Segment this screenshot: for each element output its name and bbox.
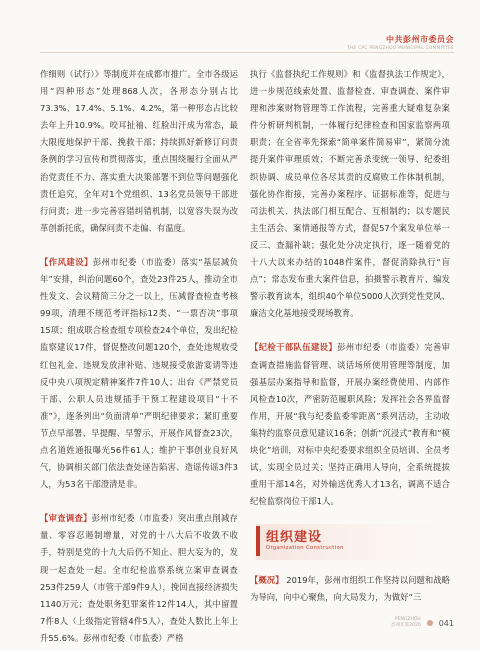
paragraph-tag: 【作风建设】: [40, 256, 93, 267]
paragraph: [250, 572, 450, 606]
section-subtitle: Organization Construction: [266, 545, 344, 551]
paragraph-tag: 【概况】: [250, 575, 284, 585]
paragraph: [40, 254, 238, 493]
paragraph-text: 执行《监督执纪工作规则》和《监督执法工作规定》，进一步规范线索处置、监督检查、审查调查、案件审理和涉案财物管理等工作流程，完善重大疑难复杂案件分析研判机制，一体履行纪律检查和国家监察两项职责；在全省率先探索“简单案件简易审”，紧简分流提升案件审理质效；不断完善杀变统一领导、纪委组织协调、成员单位各尽其责的反腐败工作体制机制，强化协作衔接，完善办案程序、证据标准等，促进与司法机关、执法部门相互配合、互相制约；以专题民主生活会、案情通报等方式，督促57个案发单位举一反三、查漏补缺；强化处分决定执行，逐一随着党的十八大以来办结的1048件案件，督促消除执行“盲点”；常态发布重大案件信息，拍摄警示教育片、编发警示教育读本，组织40个单位5000人次到党性党风、廉洁文化基地接受现场教育。: [250, 69, 450, 319]
paragraph-text: 彭州市纪委（市监委）落实“基层减负年”安排，纠治问题60个，查处23件25人，推动全市性发文、会议精简三分之一以上，压减督查检查考核99项，清理不规范考评指标12类、“一票否决”事项15项；组成联合检查组专项检查24个单位，发出纪检监察建议17件，督促整改问题120个，查处违规收受红包礼金、违规发放津补贴、违规接受旅游宴请等违反中央八项规定精神案件7件10人；出台《严禁党员干部、公职人员违规插手干预工程建设项目“十不准”》，逐条列出“负面清单”严明纪律要求；紧盯重要节点早部署、早提醒、早警示，开展作风督查23次，点名道姓通报曝光56件61人；维护干事创业良好风气，协调相关部门依法查处诬告陷害、造谣传谣3件3人，为53名干部澄清是非。: [40, 256, 238, 490]
footer-source-line2: 彭州年鉴2020: [391, 623, 421, 628]
section-title: 组织建设: [266, 530, 323, 545]
page-footer: [391, 617, 454, 629]
section-heading-bar: [256, 526, 260, 556]
paragraph: [40, 510, 238, 647]
header-subtitle: THE CPC PENGZHOU MUNICIPAL COMMITTEE: [347, 46, 454, 51]
paragraph: [250, 66, 450, 322]
paragraph-tag: 【审查调查】: [40, 513, 92, 524]
footer-source-line1: PENGZHOU: [395, 617, 421, 622]
page-number: 041: [438, 618, 454, 628]
footer-dot-icon: [427, 620, 433, 626]
paragraph-gap: [250, 322, 450, 339]
right-column: [250, 66, 450, 510]
paragraph: [250, 339, 450, 510]
paragraph-text: 彭州市纪委（市监委）完善审查调查措施监督管理、谈话场所使用管理等制度，加强基层办案指导和监督，开展办案经费使用、内部作风检查10次，严密防范履职风险；发挥社会各界监督作用，开展“我与纪委监委零距离”系列活动，主动收集特约监察员意见建议16条；创新“沉浸式”教育和“模块化”培训，对标中央纪委要求组织全员培训、全员考试，实现全员过关；坚持正确用人导向，全系统提拔重用干部14名，对外输送优秀人才13名，调离不适合纪检监察岗位干部1人。: [250, 342, 450, 507]
paragraph-text: 2019年，彭州市组织工作坚持以问题和战略为导向，向中心聚焦，向大局发力，为做好“三: [250, 575, 451, 603]
header-title: 中共彭州市委员会: [386, 35, 454, 44]
paragraph-gap: [40, 237, 238, 254]
paragraph-gap: [40, 493, 238, 510]
section-intro: [250, 572, 450, 606]
left-column: [40, 66, 238, 647]
header-block: [347, 34, 454, 51]
paragraph-text: 作细则（试行）》等制度并在成都市推广。全市各级运用“四种形态”处理868人次，各形态分别占比73.3%、17.4%、5.1%、4.2%，第一种形态占比较去年上升10.9%。咬耳扯袖、红脸出汗成为常态，最大限度地保护干部、挽救干部；持续抓好新修订问责条例的学习宣传和贯彻落实，重点围绕履行全面从严治党责任不力、落实重大决策部署不到位等问题强化责任追究，全年对1个党组织、13名党员领导干部进行问责；进一步完善容错纠错机制，以宽容失误为改革创新托底，确保问责不走偏、有温度。: [40, 69, 238, 233]
section-heading: [256, 524, 448, 558]
paragraph-tag: 【纪检干部队伍建设】: [250, 342, 338, 353]
paragraph: [40, 66, 238, 237]
header-rule: [40, 52, 454, 53]
footer-source: [391, 617, 420, 629]
paragraph-text: 彭州市纪委（市监委）突出重点削减存量、零容忍遏制增量，对党的十八大后不收敛不收手，特别是党的十九大后仍不知止、胆大妄为的，发现一起查处一起。全市纪检监察系统立案审查调查253件259人（市管干部9件9人），挽回直接经济损失1140万元；查处职务犯罪案件12件14人，其中留置7件8人（上级指定管辖4件5人），查处人数比上年上升55.6%。彭州市纪委（市监委）严格: [40, 513, 238, 643]
